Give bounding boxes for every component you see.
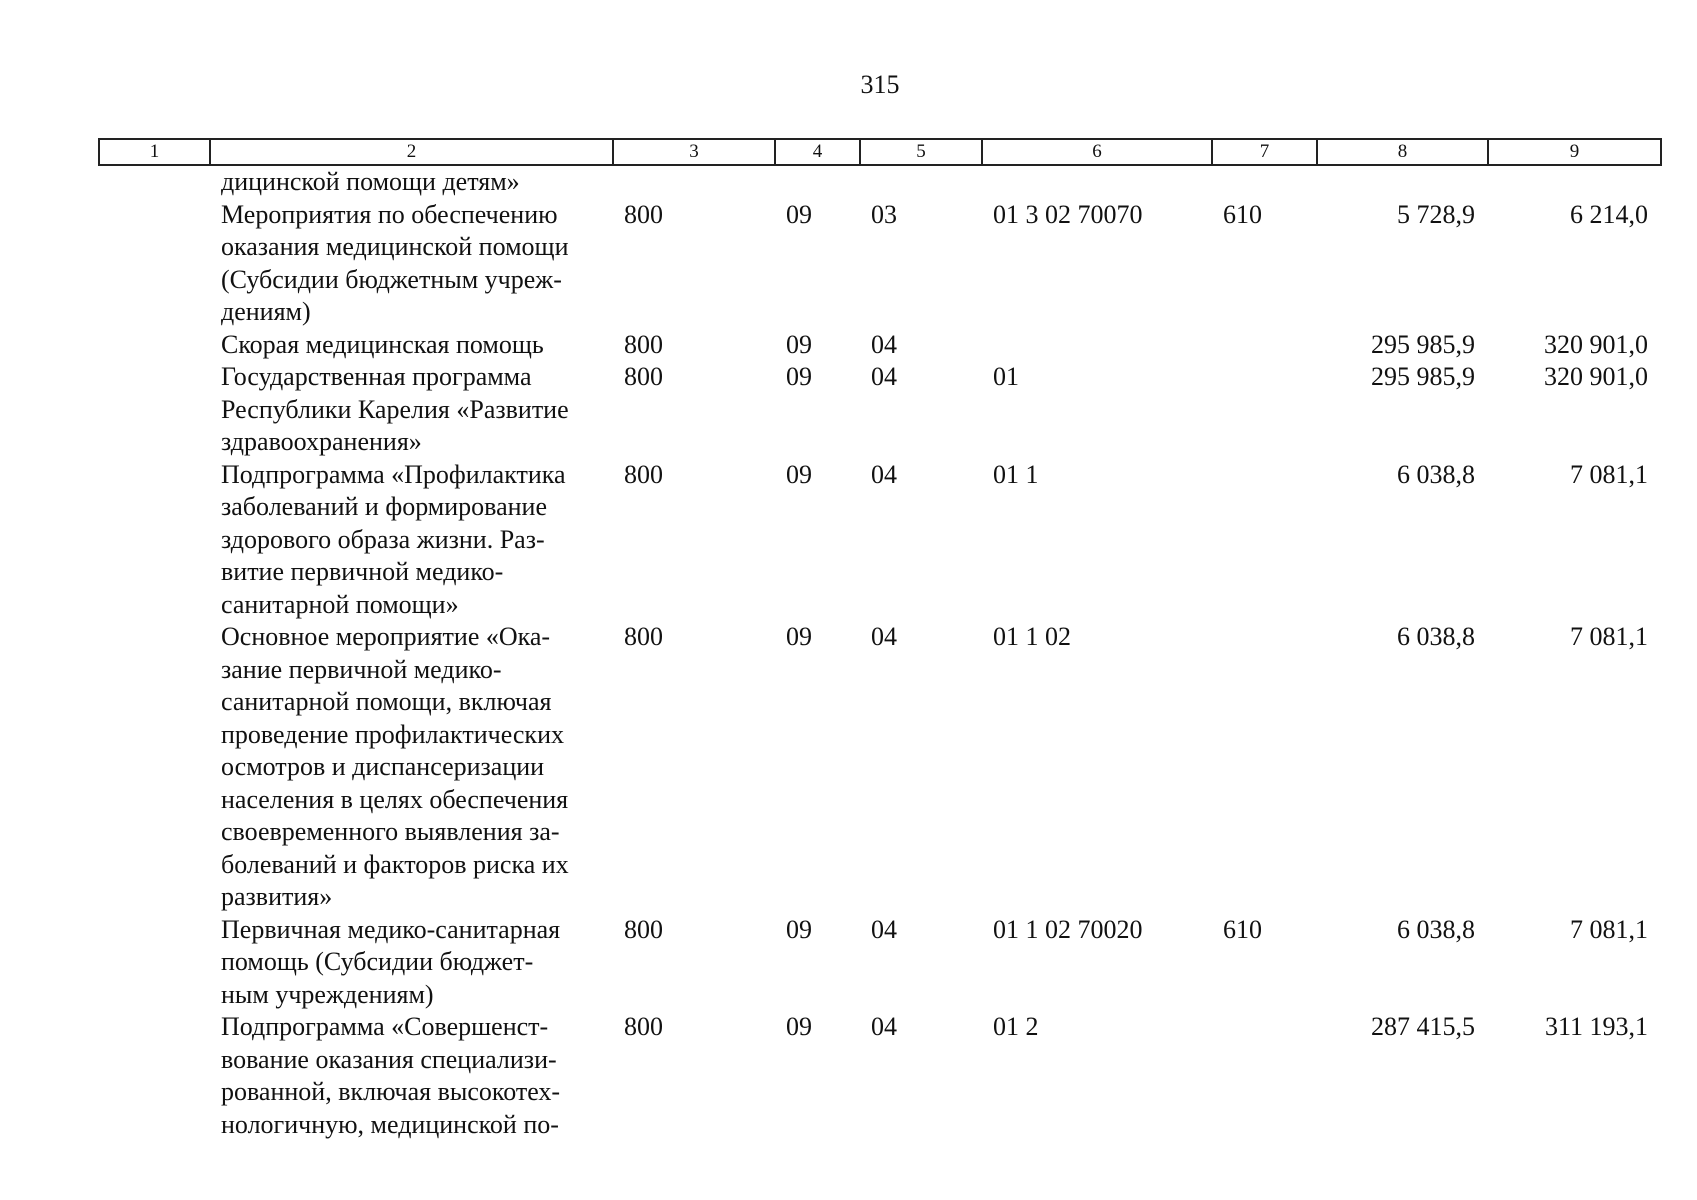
row-amount-8-cell: 5 728,9 bbox=[1397, 199, 1475, 229]
row-amount-9-cell: 311 193,1 bbox=[1544, 1012, 1648, 1041]
row-code-cell: 800 bbox=[624, 199, 663, 229]
row-name-cell: Мероприятия по обеспечению оказания медицинской помощи (Субсидии бюджетным учреж- дениям) bbox=[221, 199, 569, 326]
row-code-cell: 800 bbox=[624, 914, 663, 944]
row-code-cell: 800 bbox=[624, 329, 663, 359]
column-number-header bbox=[98, 138, 1662, 166]
row-subsection-cell: 04 bbox=[871, 459, 897, 489]
row-expense-cell bbox=[1211, 361, 1316, 459]
row-target-cell: 01 1 02 bbox=[993, 622, 1071, 651]
row-code-cell: 800 bbox=[624, 622, 663, 651]
row-amount-9-cell: 7 081,1 bbox=[1570, 459, 1648, 489]
header-row bbox=[99, 139, 1661, 165]
row-amount-9-cell: 320 901,0 bbox=[1544, 362, 1648, 391]
budget-table bbox=[98, 166, 1660, 1141]
row-amount-8-cell: 295 985,9 bbox=[1371, 362, 1475, 391]
table-row bbox=[98, 361, 1660, 459]
table-row bbox=[98, 329, 1660, 362]
row-expense-cell: 610 bbox=[1223, 914, 1262, 944]
page-number: 315 bbox=[860, 70, 900, 99]
row-target-cell: 01 2 bbox=[993, 1012, 1039, 1041]
row-amount-8-cell: 6 038,8 bbox=[1397, 622, 1475, 651]
row-name-cell: Государственная программа Республики Карелия «Развитие здравоохранения» bbox=[221, 362, 569, 456]
row-section-cell: 09 bbox=[786, 914, 812, 944]
row-target-cell: 01 1 bbox=[993, 459, 1039, 489]
row-code-cell: 800 bbox=[624, 1012, 663, 1041]
table-row bbox=[98, 914, 1660, 1012]
header-cell-3: 3 bbox=[613, 139, 775, 165]
row-section-cell: 09 bbox=[786, 459, 812, 489]
row-name-cell: Скорая медицинская помощь bbox=[221, 329, 544, 359]
row-section-cell bbox=[774, 166, 859, 199]
row-name-cell: Подпрограмма «Профилактика заболеваний и формирование здорового образа жизни. Раз- витие первичной медико- санитарной помощи» bbox=[221, 459, 566, 619]
header-cell-1: 1 bbox=[99, 139, 210, 165]
row-amount-8-cell bbox=[1316, 166, 1487, 199]
row-name-cell: Первичная медико-санитарная помощь (Субсидии бюджет- ным учреждениям) bbox=[221, 914, 561, 1009]
row-subsection-cell bbox=[859, 166, 981, 199]
header-cell-5: 5 bbox=[860, 139, 982, 165]
row-amount-9-cell: 320 901,0 bbox=[1544, 329, 1648, 359]
row-section-cell: 09 bbox=[786, 1012, 812, 1041]
row-code-cell bbox=[612, 166, 774, 199]
row-subsection-cell: 04 bbox=[871, 622, 897, 651]
row-index-cell bbox=[98, 459, 209, 622]
row-index-cell bbox=[98, 914, 209, 1012]
row-target-cell bbox=[981, 329, 1211, 362]
table-row bbox=[98, 166, 1660, 199]
header-cell-4: 4 bbox=[775, 139, 860, 165]
row-index-cell bbox=[98, 329, 209, 362]
row-amount-8-cell: 287 415,5 bbox=[1371, 1012, 1475, 1041]
row-code-cell: 800 bbox=[624, 459, 663, 489]
row-expense-cell bbox=[1211, 459, 1316, 622]
row-subsection-cell: 04 bbox=[871, 914, 897, 944]
row-section-cell: 09 bbox=[786, 622, 812, 651]
row-target-cell: 01 bbox=[993, 362, 1019, 391]
row-section-cell: 09 bbox=[786, 329, 812, 359]
header-cell-9: 9 bbox=[1488, 139, 1661, 165]
header-cell-7: 7 bbox=[1212, 139, 1317, 165]
row-expense-cell bbox=[1211, 621, 1316, 914]
header-cell-8: 8 bbox=[1317, 139, 1488, 165]
row-subsection-cell: 03 bbox=[871, 199, 897, 229]
row-amount-9-cell: 6 214,0 bbox=[1570, 199, 1648, 229]
row-expense-cell bbox=[1211, 166, 1316, 199]
row-name-cell: Подпрограмма «Совершенст- вование оказания специализи- рованной, включая высокотех- нологичную, медицинской по- bbox=[221, 1012, 561, 1139]
table-row bbox=[98, 459, 1660, 622]
row-expense-cell: 610 bbox=[1223, 199, 1262, 229]
row-name-cell: Основное мероприятие «Ока- зание первичной медико- санитарной помощи, включая проведение профилактических осмотров и диспансеризации населения в целях обеспечения своевременного выявления за- болеваний и факторов риска их развития» bbox=[221, 622, 569, 911]
row-amount-8-cell: 295 985,9 bbox=[1371, 329, 1475, 359]
header-cell-6: 6 bbox=[982, 139, 1212, 165]
row-section-cell: 09 bbox=[786, 199, 812, 229]
row-section-cell: 09 bbox=[786, 362, 812, 391]
header-cell-2: 2 bbox=[210, 139, 613, 165]
row-index-cell bbox=[98, 1011, 209, 1141]
table-row bbox=[98, 621, 1660, 914]
table-row bbox=[98, 199, 1660, 329]
row-target-cell: 01 1 02 70020 bbox=[993, 914, 1143, 944]
row-target-cell: 01 3 02 70070 bbox=[993, 199, 1143, 229]
row-amount-9-cell bbox=[1487, 166, 1660, 199]
row-code-cell: 800 bbox=[624, 362, 663, 391]
row-index-cell bbox=[98, 166, 209, 199]
row-amount-8-cell: 6 038,8 bbox=[1397, 459, 1475, 489]
row-index-cell bbox=[98, 621, 209, 914]
row-target-cell bbox=[981, 166, 1211, 199]
row-index-cell bbox=[98, 199, 209, 329]
row-amount-9-cell: 7 081,1 bbox=[1570, 914, 1648, 944]
table-body bbox=[98, 166, 1660, 1141]
row-expense-cell bbox=[1211, 329, 1316, 362]
row-amount-9-cell: 7 081,1 bbox=[1570, 622, 1648, 651]
row-subsection-cell: 04 bbox=[871, 329, 897, 359]
row-index-cell bbox=[98, 361, 209, 459]
row-expense-cell bbox=[1211, 1011, 1316, 1141]
row-subsection-cell: 04 bbox=[871, 1012, 897, 1041]
row-amount-8-cell: 6 038,8 bbox=[1397, 914, 1475, 944]
row-name-cell: дицинской помощи детям» bbox=[221, 167, 520, 196]
table-row bbox=[98, 1011, 1660, 1141]
row-subsection-cell: 04 bbox=[871, 362, 897, 391]
